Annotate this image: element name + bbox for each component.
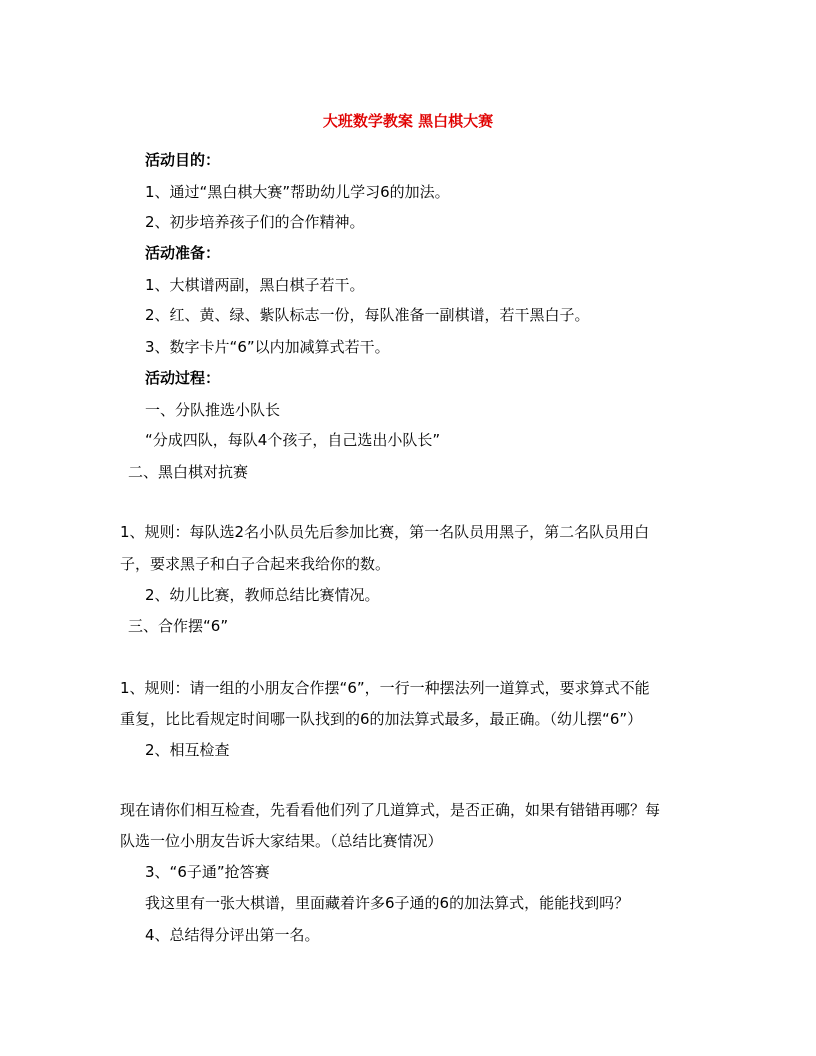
prep-heading: 活动准备： (145, 244, 221, 262)
step3-item-4: 4、总结得分评出第一名。 (145, 926, 320, 944)
check-line-1: 现在请你们相互检查，先看看他们列了几道算式，是否正确，如果有错错再哪？每 (120, 801, 661, 819)
step3-item-3: 3、“6子通”抢答赛 (145, 863, 270, 881)
step3-item-3-text: 我这里有一张大棋谱，里面藏着许多6子通的6的加法算式，能能找到吗？ (145, 894, 630, 912)
prep-item-3: 3、数字卡片“6”以内加减算式若干。 (145, 338, 390, 356)
goal-heading: 活动目的： (145, 151, 221, 169)
step1-quote: “分成四队，每队4个孩子，自己选出小队长” (145, 431, 441, 449)
step2-item-2: 2、幼儿比赛，教师总结比赛情况。 (145, 586, 380, 604)
process-heading: 活动过程： (145, 369, 221, 387)
goal-item-2: 2、初步培养孩子们的合作精神。 (145, 213, 365, 231)
check-line-2: 队选一位小朋友告诉大家结果。（总结比赛情况） (120, 832, 443, 850)
step2-title: 二、黑白棋对抗赛 (128, 463, 249, 481)
goal-item-1: 1、通过“黑白棋大赛”帮助幼儿学习6的加法。 (145, 183, 450, 201)
prep-item-1: 1、大棋谱两副，黑白棋子若干。 (145, 276, 365, 294)
step3-title: 三、合作摆“6” (128, 617, 229, 635)
step2-rule-line-2: 子，要求黑子和白子合起来我给你的数。 (120, 555, 391, 573)
step3-rule-line-1: 1、规则：请一组的小朋友合作摆“6”，一行一种摆法列一道算式，要求算式不能 (120, 679, 650, 697)
step2-rule-line-1: 1、规则：每队选2名小队员先后参加比赛，第一名队员用黑子，第二名队员用白 (120, 523, 650, 541)
prep-item-2: 2、红、黄、绿、紫队标志一份，每队准备一副棋谱，若干黑白子。 (145, 306, 590, 324)
step3-item-2: 2、相互检查 (145, 741, 230, 759)
step3-rule-line-2: 重复，比比看规定时间哪一队找到的6的加法算式最多，最正确。（幼儿摆“6”） (120, 710, 643, 728)
step1-title: 一、分队推选小队长 (145, 401, 281, 419)
document-title: 大班数学教案 黑白棋大赛 (322, 112, 494, 130)
